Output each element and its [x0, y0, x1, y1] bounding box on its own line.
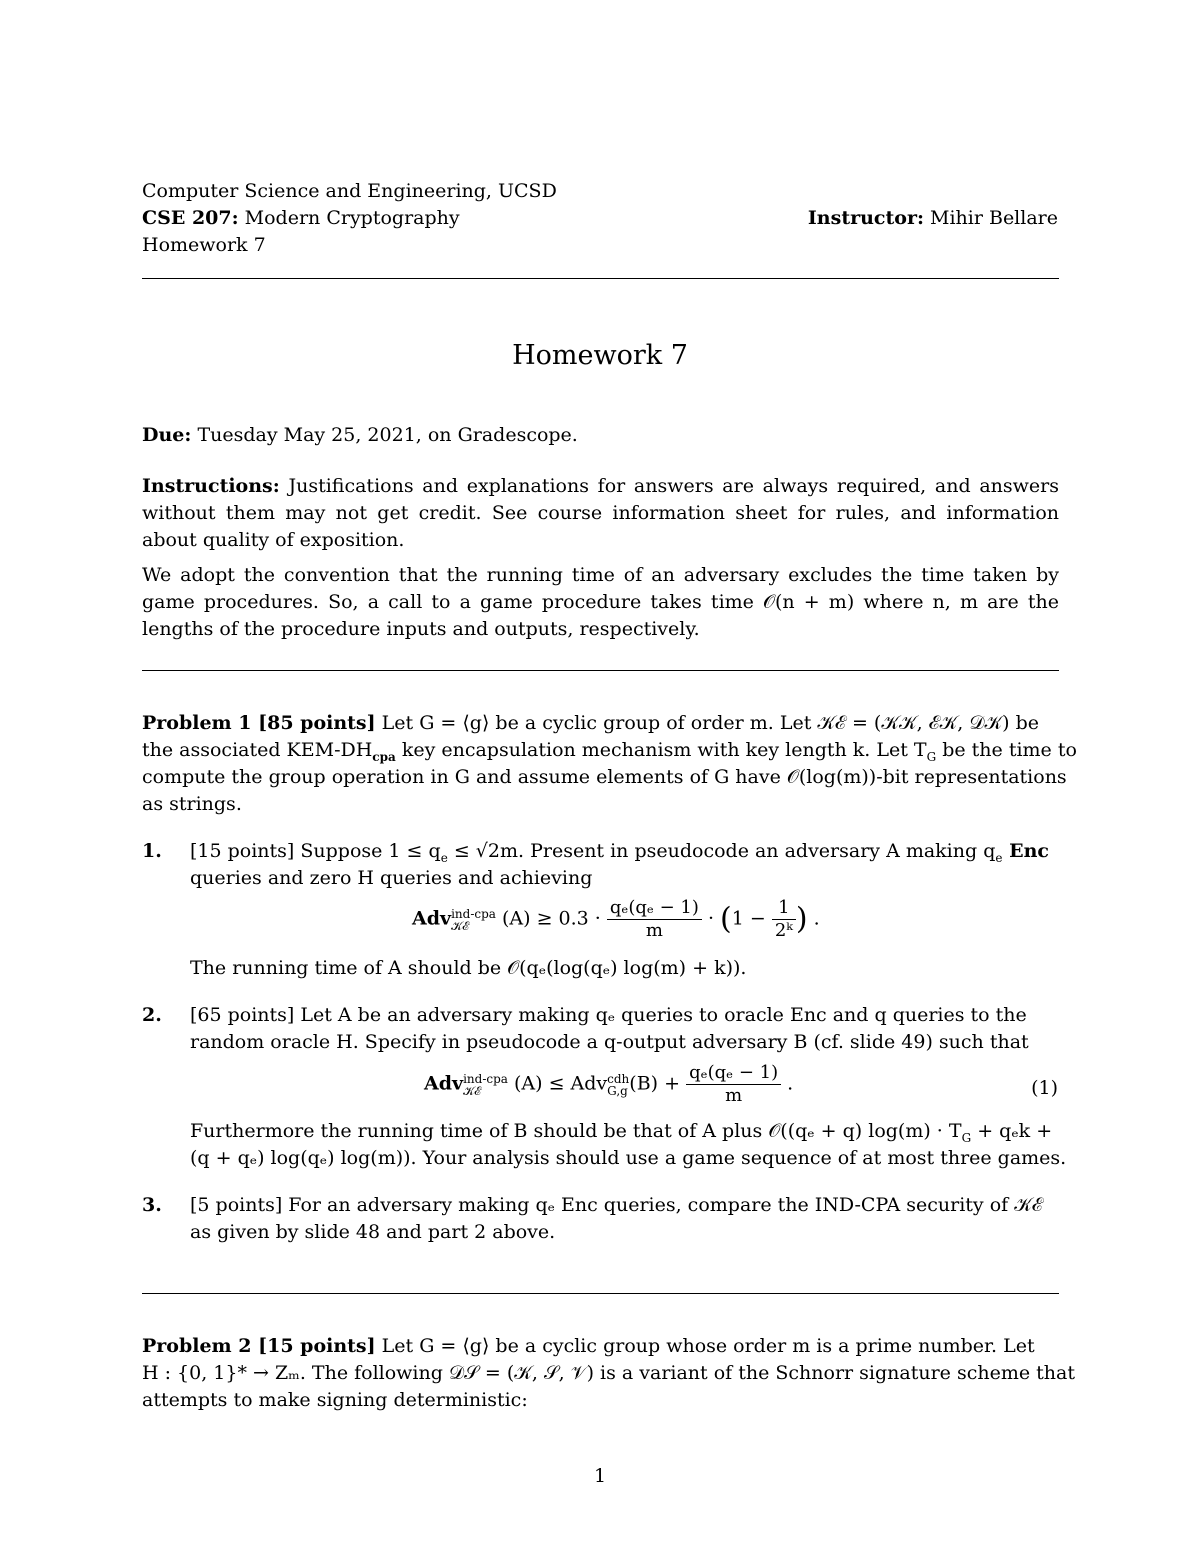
frac2-bottom: 2ᵏ	[774, 920, 793, 941]
eq-mid-2: (A) ≤ Adv	[513, 1072, 608, 1095]
due-line	[142, 422, 578, 449]
adv-sub: 𝒦ℰ	[451, 918, 470, 933]
eq-dot: ·	[707, 907, 714, 930]
instructions-text: Justifications and explanations for answers are always required, and answers without them may not get credit. See course information sheet for rules, and information about quality of exposition.	[142, 475, 1059, 551]
problem2-text1: Let G = ⟨g⟩ be a cyclic group whose order m is a prime number. Let	[375, 1335, 1035, 1357]
frac-top-2: qₑ(qₑ − 1)	[686, 1062, 781, 1085]
assignment-line: Homework 7	[142, 234, 266, 256]
problem2-line2: H : {0, 1}* → Zₘ. The following 𝒟𝒮 = (𝒦, 𝒮, 𝒱) is a variant of the Schnorr signature scheme that	[142, 1362, 1075, 1384]
part1-equation: Adv ind-cpa 𝒦ℰ (A) ≥ 0.3 · $\frac{\text{qₑ(qₑ − 1)}}{m}$ · (1 − $\frac{1}{\text{2ᵏ}}$ ) .	[412, 897, 820, 941]
cdh-sup: cdh	[607, 1071, 630, 1086]
frac-bottom-2: m	[725, 1085, 743, 1106]
part1-running-time: The running time of A should be 𝒪(qₑ(log(qₑ) log(m) + k)).	[190, 957, 747, 979]
part3-number: 3.	[142, 1194, 162, 1216]
eq-mid: (A) ≥ 0.3 ·	[501, 907, 601, 930]
part2-sub-g: G	[961, 1131, 972, 1145]
problem1-heading: Problem 1 [85 points]	[142, 712, 376, 734]
header-divider	[142, 278, 1059, 279]
problem2-line1	[142, 1333, 1035, 1360]
part2-line1: [65 points] Let A be an adversary making qₑ queries to oracle Enc and q queries to the	[190, 1004, 1027, 1026]
fraction-2k	[772, 897, 796, 942]
adv-symbol: Adv	[412, 907, 452, 930]
due-text: Tuesday May 25, 2021, on Gradescope.	[191, 424, 578, 446]
problem1-line1	[142, 710, 1039, 737]
page-number: 1	[593, 1465, 607, 1487]
equation-number: (1)	[1031, 1077, 1058, 1099]
department-line: Computer Science and Engineering, UCSD	[142, 180, 557, 202]
page-title: Homework 7	[512, 340, 688, 371]
problem1-sub-cpa: cpa	[372, 750, 396, 764]
adv-symbol-2: Adv	[424, 1072, 464, 1095]
instructor-line	[808, 205, 1058, 232]
problem1-text2b: key encapsulation mechanism with key length k. Let T	[395, 739, 927, 761]
fraction-qe-2	[686, 1062, 781, 1107]
problem1-text2a: the associated KEM-DH	[142, 739, 373, 761]
adv-sub-2: 𝒦ℰ	[463, 1083, 482, 1098]
convention-paragraph: We adopt the convention that the running time of an adversary excludes the time taken by game procedures. So, a call to a game procedure takes time 𝒪(n + m) where n, m are the lengths of the procedure inputs and outputs, respectively.	[142, 564, 1059, 640]
part1-number: 1.	[142, 840, 162, 862]
course-name: Modern Cryptography	[238, 207, 460, 229]
part2-line4: (q + qₑ) log(qₑ) log(m)). Your analysis should use a game sequence of at most three games.	[190, 1147, 1067, 1169]
frac-top: qₑ(qₑ − 1)	[607, 897, 702, 920]
problem1-line3: compute the group operation in G and assume elements of G have 𝒪(log(m))-bit representations	[142, 766, 1067, 788]
frac-bottom: m	[645, 920, 663, 941]
problem1-sub-g: G	[926, 750, 937, 764]
part2-number: 2.	[142, 1004, 162, 1026]
cdh-sub: G,g	[607, 1083, 628, 1098]
adv-sup: ind-cpa	[451, 906, 496, 921]
course-line	[142, 205, 460, 232]
due-label: Due:	[142, 424, 192, 446]
problem1-text1: Let G = ⟨g⟩ be a cyclic group of order m. Let 𝒦ℰ = (𝒦𝒦, ℰ𝒦, 𝒟𝒦) be	[375, 712, 1040, 734]
eq-end-2: (B) +	[629, 1072, 681, 1095]
part1-line2: queries and zero H queries and achieving	[190, 867, 593, 889]
instructions-paragraph	[142, 473, 1059, 554]
course-code: CSE 207:	[142, 207, 239, 229]
problem1-divider	[142, 1293, 1059, 1294]
part1-sub-e1: e	[440, 851, 448, 865]
problem2-line3: attempts to make signing deterministic:	[142, 1389, 528, 1411]
right-paren: )	[795, 901, 808, 937]
problem1-text2c: be the time to	[936, 739, 1077, 761]
adv-scripts-2	[463, 1073, 508, 1097]
part2-text3b: + qₑk +	[971, 1120, 1053, 1142]
frac2-top: 1	[772, 897, 796, 920]
part3-line1: [5 points] For an adversary making qₑ Enc queries, compare the IND-CPA security of 𝒦ℰ	[190, 1194, 1043, 1216]
instructor-name: Mihir Bellare	[923, 207, 1058, 229]
cdh-scripts	[607, 1073, 629, 1097]
problem1-line4: as strings.	[142, 793, 242, 815]
adv-scripts	[451, 908, 496, 932]
instructions-divider	[142, 670, 1059, 671]
part1-text1c: Enc	[1002, 840, 1049, 862]
part2-text3a: Furthermore the running time of B should be that of A plus 𝒪((qₑ + q) log(m) · T	[190, 1120, 962, 1142]
instructor-label: Instructor:	[807, 207, 924, 229]
eq-one-minus: 1 −	[731, 907, 766, 930]
part1-text1a: [15 points] Suppose 1 ≤ q	[190, 840, 441, 862]
part2-line2: random oracle H. Specify in pseudocode a q-output adversary B (cf. slide 49) such that	[190, 1031, 1029, 1053]
part1-text1b: ≤ √2m. Present in pseudocode an adversary A making q	[447, 840, 996, 862]
instructions-label: Instructions:	[142, 475, 280, 497]
part3-line2: as given by slide 48 and part 2 above.	[190, 1221, 556, 1243]
part1-sub-e2: e	[995, 851, 1003, 865]
fraction-qe	[607, 897, 702, 942]
adv-sup-2: ind-cpa	[463, 1071, 508, 1086]
part2-equation: Adv ind-cpa 𝒦ℰ (A) ≤ Adv cdh G,g (B) + $\frac{\text{qₑ(qₑ − 1)}}{m}$ .	[424, 1062, 794, 1106]
problem2-heading: Problem 2 [15 points]	[142, 1335, 376, 1357]
left-paren: (	[720, 901, 732, 937]
